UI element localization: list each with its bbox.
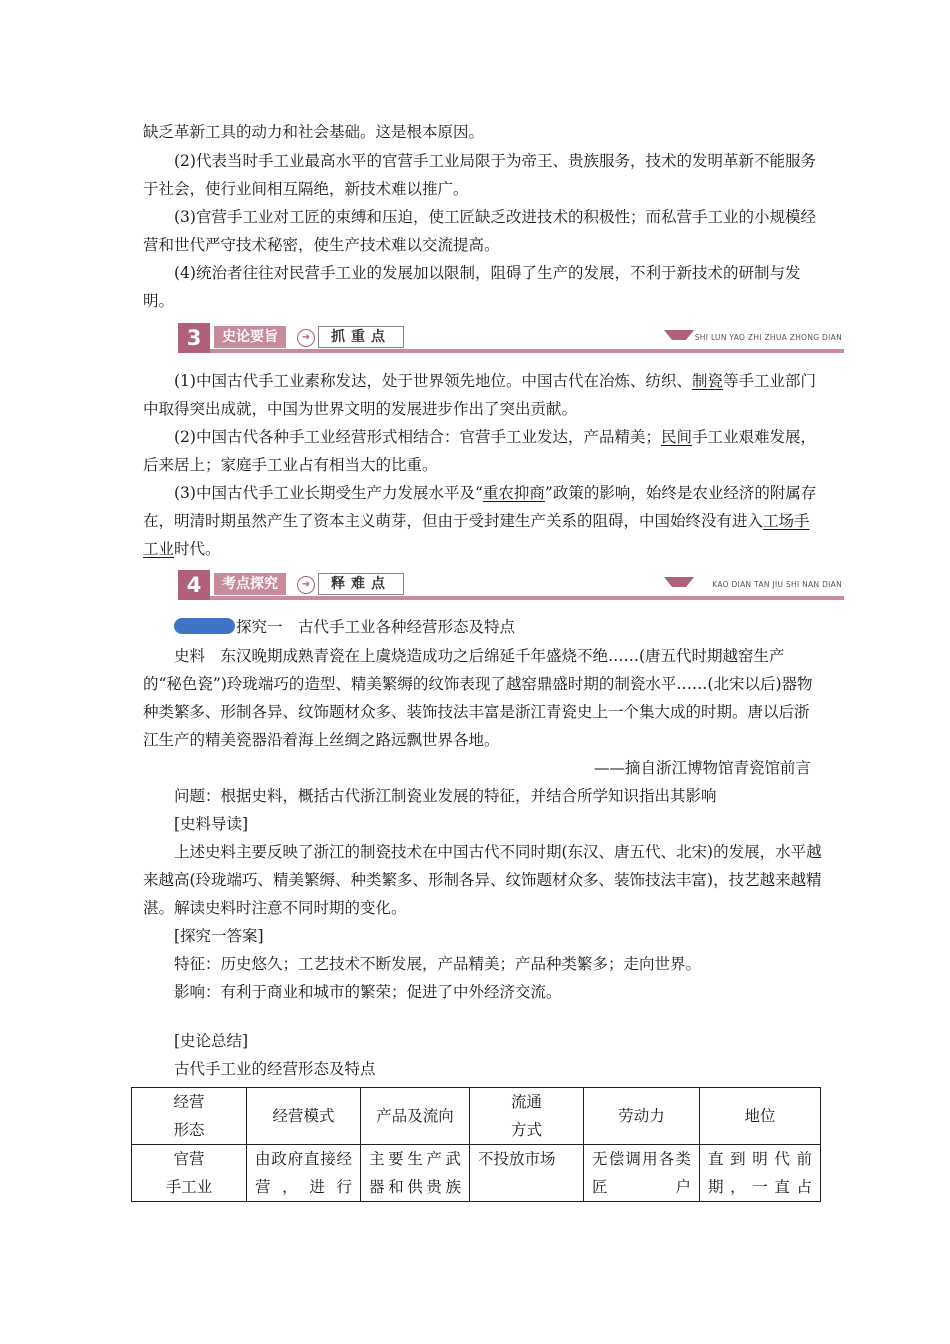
explore-marker bbox=[174, 618, 235, 634]
key-point-1 bbox=[143, 367, 823, 423]
guide-text: 上述史料主要反映了浙江的制瓷技术在中国古代不同时期(东汉、唐五代、北宋)的发展，水平越来越高(玲珑端巧、精美繁缛、种类繁多、形制各异、纹饰题材众多、装饰技法丰富)，技艺越来越精湛。解读史料时注意不同时期的变化。 bbox=[143, 843, 822, 917]
paragraph-point-3: (3)官营手工业对工匠的束缚和压迫，使工匠缺乏改进技术的积极性；而私营手工业的小规模经营和世代严守技术秘密，使生产技术难以交流提高。 bbox=[143, 208, 816, 254]
table-cell: 直到明代前期，一直占 bbox=[700, 1145, 821, 1202]
header-cell bbox=[361, 1088, 470, 1145]
guide-heading: [史料导读] bbox=[174, 815, 249, 833]
table-cell: 无偿调用各类匠户 bbox=[584, 1145, 700, 1202]
source-reference: ——摘自浙江博物馆青瓷馆前言 bbox=[593, 759, 811, 777]
section-sub-label: 释难点 bbox=[318, 573, 404, 595]
underlined-term: 制瓷 bbox=[691, 372, 723, 390]
table-cell bbox=[132, 1145, 247, 1202]
section-number: 4 bbox=[178, 570, 210, 600]
arrow-circle-icon: ➜ bbox=[297, 329, 315, 347]
text: 等手工业部门中取得突出成就，中国为世界文明的发展进步作出了突出贡献。 bbox=[143, 372, 816, 418]
cell-text: 官营 手工业 bbox=[165, 1150, 213, 1196]
section-label: 史论要旨 bbox=[214, 326, 286, 348]
logo-triangle-icon bbox=[664, 330, 694, 340]
text: (3)中国古代手工业长期受生产力发展水平及“ bbox=[174, 484, 483, 502]
arrow-circle-icon: ➜ bbox=[297, 576, 315, 594]
underlined-term: 民间 bbox=[660, 428, 692, 446]
banner-underline bbox=[210, 596, 844, 600]
header-cell bbox=[132, 1088, 247, 1145]
section-sub-label: 抓重点 bbox=[318, 326, 404, 348]
underlined-term: 重农抑商 bbox=[482, 484, 545, 502]
key-point-3 bbox=[143, 479, 823, 563]
answer-impact: 影响：有利于商业和城市的繁荣；促进了中外经济交流。 bbox=[174, 983, 562, 1001]
paragraph-point-4: (4)统治者往往对民营手工业的发展加以限制，阻碍了生产的发展，不利于新技术的研制与发明。 bbox=[143, 264, 801, 310]
cell-text: 产品及流向 bbox=[376, 1107, 454, 1125]
text: 手工业艰难发展，后来居上；家庭手工业占有相当大的比重。 bbox=[143, 428, 816, 474]
section-pinyin: SHI LUN YAO ZHI ZHUA ZHONG DIAN bbox=[694, 333, 842, 342]
paragraph-point-2: (2)代表当时手工业最高水平的官营手工业局限于为帝王、贵族服务，技术的发明革新不能服务于社会，使行业间相互隔绝，新技术难以推广。 bbox=[143, 152, 816, 198]
historical-source: 史料 东汉晚期成熟青瓷在上虞烧造成功之后绵延千年盛烧不绝……(唐五代时期越窑生产的“秘色瓷”)玲珑端巧的造型、精美繁缛的纹饰表现了越窑鼎盛时期的制瓷水平……(北宋以后)器物种类繁多、形制各异、纹饰题材众多、装饰技法丰富是浙江青瓷史上一个集大成的时期。唐以后浙江生产的精美瓷器沿着海上丝绸之路远飘世界各地。 bbox=[143, 647, 813, 749]
cell-text: 流通 方式 bbox=[510, 1093, 542, 1139]
logo-triangle-icon bbox=[664, 577, 694, 587]
table-cell: 由政府直接经营，进行 bbox=[247, 1145, 361, 1202]
cell-text: 经营模式 bbox=[272, 1107, 335, 1125]
header-cell bbox=[470, 1088, 584, 1145]
summary-heading: [史论总结] bbox=[174, 1032, 249, 1050]
text: (1)中国古代手工业素称发达，处于世界领先地位。中国古代在冶炼、纺织、 bbox=[174, 372, 692, 390]
paragraph-continuation: 缺乏革新工具的动力和社会基础。这是根本原因。 bbox=[143, 123, 485, 141]
explore-title: 探究一 古代手工业各种经营形态及特点 bbox=[236, 618, 516, 636]
header-cell bbox=[247, 1088, 361, 1145]
cell-text: 劳动力 bbox=[618, 1107, 665, 1125]
header-cell bbox=[700, 1088, 821, 1145]
cell-text: 地位 bbox=[744, 1107, 776, 1125]
section-banner-3 bbox=[178, 323, 844, 353]
key-point-2 bbox=[143, 423, 823, 479]
question: 问题：根据史料，概括古代浙江制瓷业发展的特征，并结合所学知识指出其影响 bbox=[174, 787, 717, 805]
text: 时代。 bbox=[174, 540, 221, 558]
table-cell: 主要生产武器和供贵族 bbox=[361, 1145, 470, 1202]
answer-feature: 特征：历史悠久；工艺技术不断发展，产品精美；产品种类繁多；走向世界。 bbox=[174, 955, 702, 973]
text: ”政策的影响，始终是农业经济的附属存在，明清时期虽然产生了资本主义萌芽，但由于受封建生产关系的阻碍，中国始终没有进入 bbox=[143, 484, 817, 530]
banner-underline bbox=[210, 349, 844, 353]
table-row bbox=[132, 1145, 821, 1202]
cell-text: 经营 形态 bbox=[173, 1093, 205, 1139]
summary-table bbox=[131, 1087, 821, 1202]
section-label: 考点探究 bbox=[214, 573, 286, 595]
underlined-term: 工场手工业 bbox=[143, 512, 810, 558]
table-header-row bbox=[132, 1088, 821, 1145]
section-pinyin: KAO DIAN TAN JIU SHI NAN DIAN bbox=[712, 580, 842, 589]
table-title: 古代手工业的经营形态及特点 bbox=[174, 1060, 376, 1078]
header-cell bbox=[584, 1088, 700, 1145]
table-cell: 不投放市场 bbox=[470, 1145, 584, 1202]
answer-heading: [探究一答案] bbox=[174, 927, 264, 945]
section-banner-4 bbox=[178, 570, 844, 600]
section-number: 3 bbox=[178, 323, 210, 353]
text: (2)中国古代各种手工业经营形式相结合：官营手工业发达，产品精美； bbox=[174, 428, 661, 446]
